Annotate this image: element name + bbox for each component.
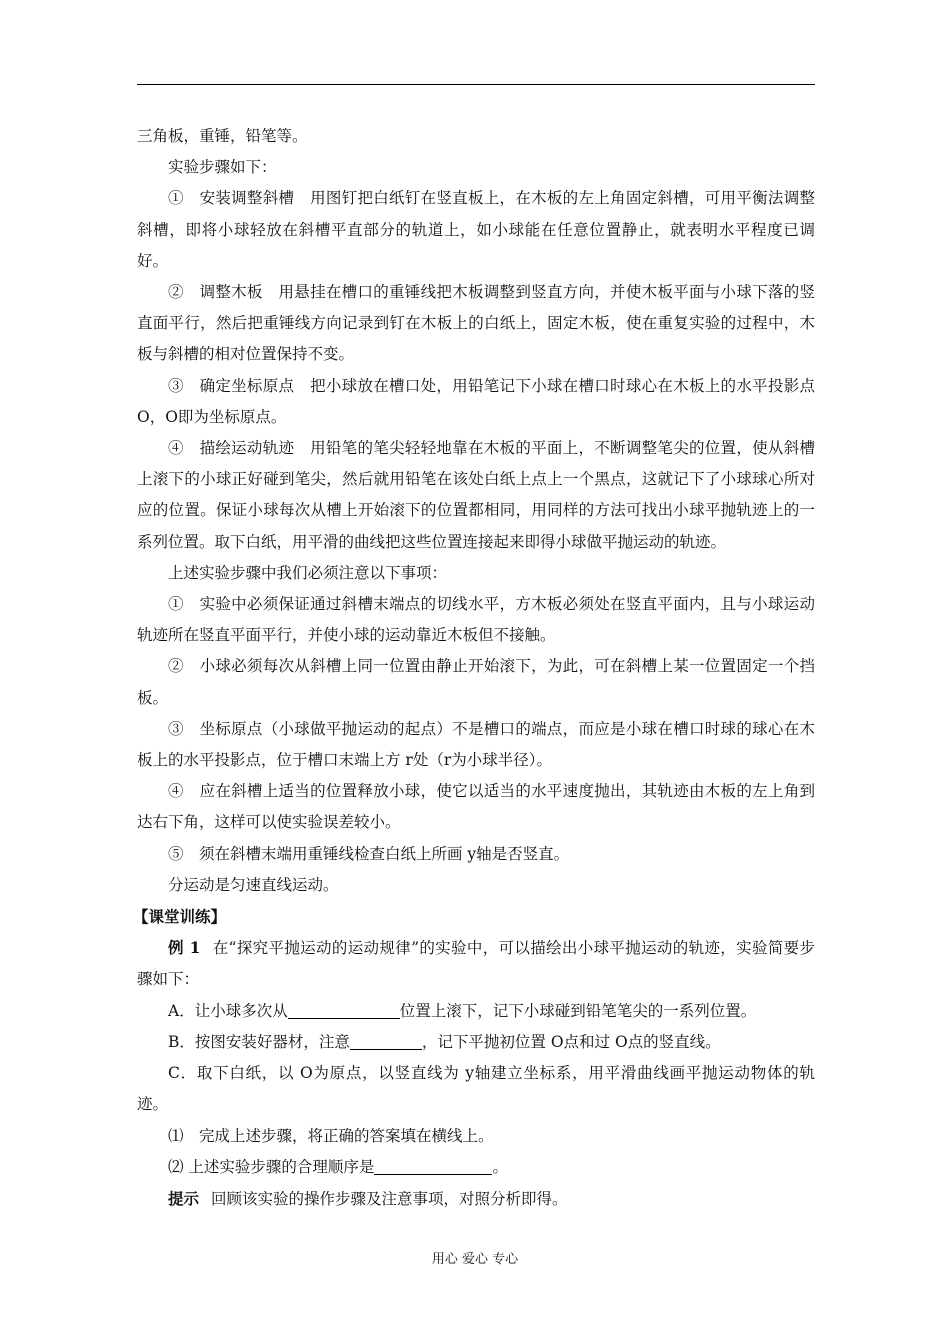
question-2-pre: ⑵ 上述实验步骤的合理顺序是 xyxy=(168,1157,375,1176)
step-c: C．取下白纸，以 O为原点，以竖直线为 y轴建立坐标系，用平滑曲线画平抛运动物体的轨迹。 xyxy=(137,1064,815,1114)
question-1: ⑴ 完成上述步骤，将正确的答案填在横线上。 xyxy=(168,1126,494,1145)
hint-label: 提示 xyxy=(168,1188,200,1208)
step-1: ① 安装调整斜槽 用图钉把白纸钉在竖直板上，在木板的左上角固定斜槽，可用平衡法调整斜槽，即将小球轻放在斜槽平直部分的轨道上，如小球能在任意位置静止，就表明水平程度已调好。 xyxy=(137,189,815,270)
example-text: 在“探究平抛运动的运动规律”的实验中，可以描绘出小球平抛运动的轨迹，实验简要步骤如下： xyxy=(137,939,815,989)
example-1 xyxy=(137,932,815,995)
question-2 xyxy=(137,1152,815,1183)
hint xyxy=(137,1183,815,1215)
step-b-pre: B．按图安装好器材，注意 xyxy=(168,1032,350,1051)
step-b xyxy=(137,1027,815,1058)
note-5: ⑤ 须在斜槽末端用重锤线检查白纸上所画 y轴是否竖直。 xyxy=(168,844,570,863)
step-a-post: 位置上滚下，记下小球碰到铅笔笔尖的一系列位置。 xyxy=(399,1001,757,1020)
paragraph-equipment: 三角板，重锤，铅笔等。 xyxy=(137,127,308,145)
note-3: ③ 坐标原点（小球做平抛运动的起点）不是槽口的端点，而应是小球在槽口时球的球心在木板上的水平投影点，位于槽口末端上方 r处（r为小球半径）。 xyxy=(137,719,815,770)
question-2-post: 。 xyxy=(492,1157,508,1176)
note-1: ① 实验中必须保证通过斜槽末端点的切线水平，方木板必须处在竖直平面内，且与小球运动轨迹所在竖直平面平行，并使小球的运动靠近木板但不接触。 xyxy=(137,595,815,645)
step-4: ④ 描绘运动轨迹 用铅笔的笔尖轻轻地靠在木板的平面上，不断调整笔尖的位置，使从斜槽上滚下的小球正好碰到笔尖，然后就用铅笔在该处白纸上点上一个黑点，这就记下了小球球心所对应的位置。保证小球每次从槽上开始滚下的位置都相同，用同样的方法可找出小球平抛轨迹上的一系列位置。取下白纸，用平滑的曲线把这些位置连接起来即得小球做平抛运动的轨迹。 xyxy=(137,439,815,551)
answer-blank-order[interactable] xyxy=(374,1158,492,1175)
answer-blank-a[interactable] xyxy=(288,1002,400,1019)
example-label: 例 1 xyxy=(168,938,201,958)
step-3: ③ 确定坐标原点 把小球放在槽口处，用铅笔记下小球在槽口时球心在木板上的水平投影点 O，O即为坐标原点。 xyxy=(137,376,815,426)
note-2: ② 小球必须每次从斜槽上同一位置由静止开始滚下，为此，可在斜槽上某一位置固定一个挡板。 xyxy=(137,657,815,707)
page-footer: 用心 爱心 专心 xyxy=(431,1252,519,1267)
document-body xyxy=(133,121,815,1215)
step-a xyxy=(137,996,815,1027)
section-heading: 【课堂训练】 xyxy=(133,907,227,927)
steps-intro: 实验步骤如下： xyxy=(168,158,277,177)
step-a-pre: A．让小球多次从 xyxy=(168,1001,288,1020)
answer-blank-b[interactable] xyxy=(350,1033,422,1050)
note-4: ④ 应在斜槽上适当的位置释放小球，使它以适当的水平速度抛出，其轨迹由木板的左上角到达右下角，这样可以使实验误差较小。 xyxy=(137,782,815,832)
header-rule xyxy=(137,84,815,85)
sub-motion-text: 分运动是匀速直线运动。 xyxy=(168,875,339,894)
step-2: ② 调整木板 用悬挂在槽口的重锤线把木板调整到竖直方向，并使木板平面与小球下落的竖直面平行，然后把重锤线方向记录到钉在木板上的白纸上，固定木板，使在重复实验的过程中，木板与斜槽的相对位置保持不变。 xyxy=(137,283,815,364)
step-b-post: ，记下平抛初位置 O点和过 O点的竖直线。 xyxy=(421,1032,721,1051)
hint-text: 回顾该实验的操作步骤及注意事项，对照分析即得。 xyxy=(211,1189,568,1208)
notes-intro: 上述实验步骤中我们必须注意以下事项： xyxy=(168,563,448,582)
